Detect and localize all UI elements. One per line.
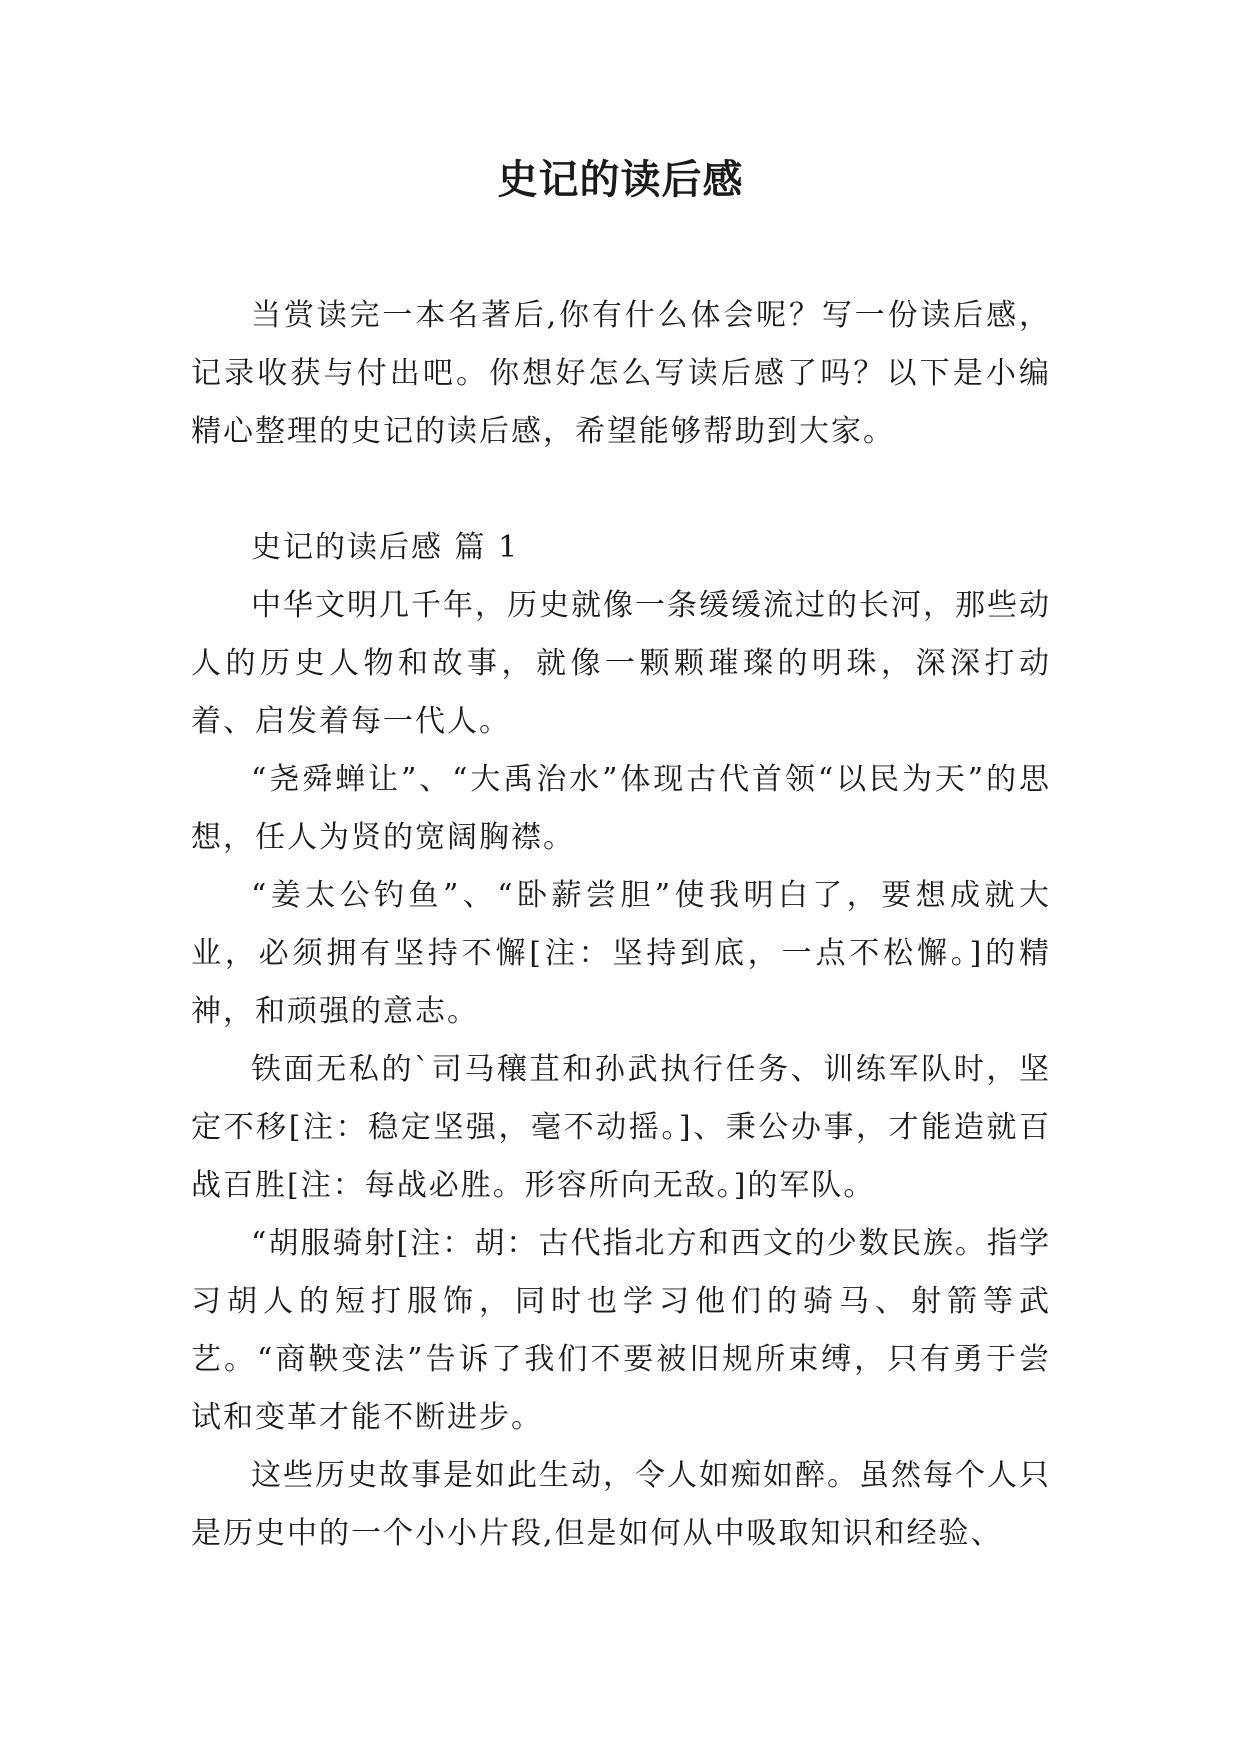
document-body bbox=[191, 287, 1051, 1563]
intro-paragraph: 当赏读完一本名著后,你有什么体会呢？写一份读后感，记录收获与付出吧。你想好怎么写读后感了吗？以下是小编精心整理的史记的读后感，希望能够帮助到大家。 bbox=[191, 298, 1051, 449]
body-paragraph: “姜太公钓鱼”、“卧薪尝胆”使我明白了，要想成就大业，必须拥有坚持不懈[注：坚持到底，一点不松懈。]的精神，和顽强的意志。 bbox=[191, 878, 1051, 1029]
paragraph-gap bbox=[191, 461, 1051, 519]
document-title: 史记的读后感 bbox=[497, 156, 744, 203]
body-paragraph: “尧舜蝉让”、“大禹治水”体现古代首领“以民为天”的思想，任人为贤的宽阔胸襟。 bbox=[191, 762, 1051, 855]
body-paragraph: 铁面无私的`司马穰苴和孙武执行任务、训练军队时，坚定不移[注：稳定坚强，毫不动摇。]、秉公办事，才能造就百战百胜[注：每战必胜。形容所向无敌。]的军队。 bbox=[191, 1052, 1051, 1203]
section-heading: 史记的读后感 篇 1 bbox=[251, 530, 520, 565]
body-paragraph: “胡服骑射[注：胡：古代指北方和西文的少数民族。指学习胡人的短打服饰，同时也学习他们的骑马、射箭等武艺。“商鞅变法”告诉了我们不要被旧规所束缚，只有勇于尝试和变革才能不断进步。 bbox=[191, 1226, 1051, 1435]
body-paragraph: 中华文明几千年，历史就像一条缓缓流过的长河，那些动人的历史人物和故事，就像一颗颗璀璨的明珠，深深打动着、启发着每一代人。 bbox=[191, 588, 1051, 739]
body-paragraph: 这些历史故事是如此生动，令人如痴如醉。虽然每个人只是历史中的一个小小片段,但是如何从中吸取知识和经验、 bbox=[191, 1458, 1051, 1551]
